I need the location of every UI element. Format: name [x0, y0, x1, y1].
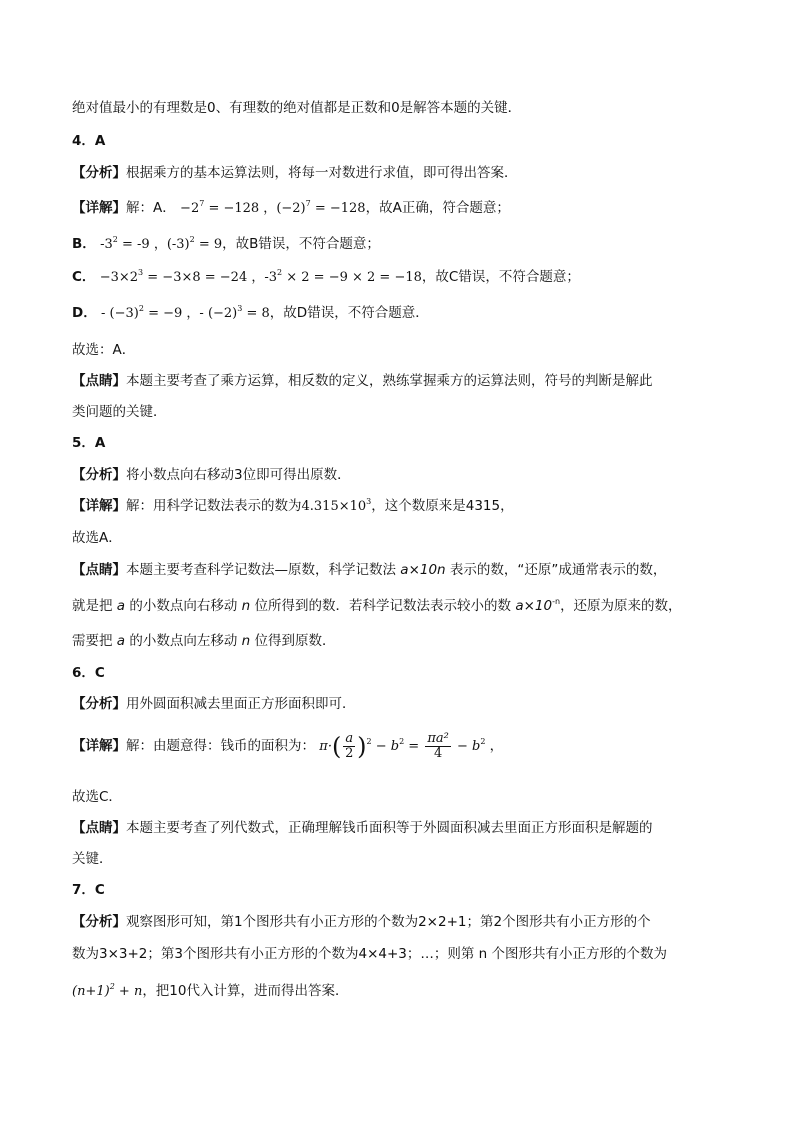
question-number-4	[72, 131, 105, 151]
sentence: 绝对值最小的有理数是0、有理数的绝对值都是正数和0是解答本题的关键．	[72, 100, 522, 116]
q4-comment-cont	[72, 402, 167, 422]
detail-tag: 【详解】	[72, 738, 126, 754]
math-expression: $-2^7 = -128$ ，$(-2)^7 = -128$	[180, 199, 366, 216]
q5-comment-cont: 需要把 a 的小数点向左移动 n 位得到原数．	[72, 633, 336, 649]
analysis-tag: 【分析】	[72, 467, 126, 483]
comment-tag: 【点睛】	[72, 562, 126, 578]
answer-label: 6．C	[72, 665, 105, 681]
answer-label: 5．A	[72, 435, 106, 451]
math-expression: $-3\times 2^3 = -3\times 8 = -24$ ，$-3^2 \times 2 = -9 \times 2 = -18$	[99, 268, 422, 285]
q4-detail-b	[72, 234, 380, 255]
q7-analysis-cont	[72, 981, 349, 1002]
q6-comment	[72, 818, 653, 838]
q7-analysis	[72, 912, 651, 932]
math-expression: $(n+1)^2 + n$	[72, 982, 143, 999]
choose-text: 故选C．	[72, 789, 122, 805]
q6-analysis	[72, 694, 356, 714]
comment-text: 类问题的关键．	[72, 404, 167, 420]
q6-choose	[72, 787, 122, 807]
q4-detail-c	[72, 267, 580, 288]
q5-analysis	[72, 465, 351, 485]
detail-text: ，故B错误，不符合题意；	[222, 236, 380, 252]
choose-text: 故选A．	[72, 530, 122, 546]
comment-text: 本题主要考查了乘方运算，相反数的定义，熟练掌握乘方的运算法则，符号的判断是解此	[126, 373, 653, 389]
detail-text: ，这个数原来是4315，	[371, 498, 514, 514]
q6-comment-cont	[72, 849, 113, 869]
math-expression: $-3^2 = -9$ ，$(-3)^2 = 9$	[100, 235, 223, 252]
detail-text: ，	[489, 738, 504, 754]
comment-text: 本题主要考查了列代数式，正确理解钱币面积等于外圆面积减去里面正方形面积是解题的	[126, 820, 653, 836]
answer-label: 7．C	[72, 882, 105, 898]
analysis-text: 根据乘方的基本运算法则，将每一对数进行求值，即可得出答案．	[126, 165, 518, 181]
option-label: D．	[72, 305, 97, 321]
comment-tag: 【点睛】	[72, 820, 126, 836]
analysis-tag: 【分析】	[72, 914, 126, 930]
q4-analysis	[72, 163, 518, 183]
detail-tag: 【详解】	[72, 498, 126, 514]
q5-comment-cont: 就是把 a 的小数点向右移动 n 位所得到的数．若科学记数法表示较小的数 $a\times 10^{-n}$，还原为原来的数，	[72, 597, 682, 614]
question-number-6	[72, 663, 105, 683]
analysis-text: 用外圆面积减去里面正方形面积即可．	[126, 696, 356, 712]
math-expression: $4.315\times 10^3$	[301, 497, 372, 514]
text-line	[72, 98, 521, 118]
answer-label: 4．A	[72, 133, 106, 149]
analysis-text: 数为3×3+2；第3个图形共有小正方形的个数为4×4+3；…；则第 n 个图形共有小正方形的个数为	[72, 946, 668, 962]
detail-text: ，故C错误，不符合题意；	[421, 269, 580, 285]
q4-comment	[72, 371, 653, 391]
detail-text: 解：A．	[126, 200, 176, 216]
option-label: B．	[72, 236, 96, 252]
q6-detail	[72, 728, 503, 765]
q7-analysis-cont	[72, 944, 667, 964]
math-expression: π·( $\frac{a}{2}$ )$^2 - b^2$ = $\frac{\text{πa²}}{4}$ − $b^2$	[319, 731, 486, 761]
detail-tag: 【详解】	[72, 200, 126, 216]
math-expression: - $(-3)^2 = -9$ ，- $(-2)^3 = 8$	[101, 304, 270, 321]
detail-text: ，故A正确，符合题意；	[365, 200, 510, 216]
q4-detail-d	[72, 303, 429, 324]
q5-comment: 【点睛】本题主要考查科学记数法—原数，科学记数法 a×10n 表示的数，“还原”成通常表示的数，	[72, 562, 667, 578]
detail-text: ，故D错误，不符合题意．	[269, 305, 429, 321]
detail-text: 解：由题意得：钱币的面积为：	[126, 738, 315, 754]
q5-choose	[72, 528, 122, 548]
comment-tag: 【点睛】	[72, 373, 126, 389]
q5-detail	[72, 496, 514, 517]
analysis-text: 将小数点向右移动3位即可得出原数．	[126, 467, 351, 483]
q4-detail-a	[72, 198, 510, 219]
detail-text: 解：用科学记数法表示的数为	[126, 498, 302, 514]
analysis-text: 观察图形可知，第1个图形共有小正方形的个数为2×2+1；第2个图形共有小正方形的个	[126, 914, 651, 930]
question-number-7	[72, 880, 105, 900]
analysis-text: ，把10代入计算，进而得出答案．	[142, 983, 349, 999]
q4-choose	[72, 340, 135, 360]
analysis-tag: 【分析】	[72, 696, 126, 712]
option-label: C．	[72, 269, 96, 285]
choose-text: 故选：A．	[72, 342, 136, 358]
question-number-5	[72, 433, 105, 453]
comment-text: 关键．	[72, 851, 113, 867]
analysis-tag: 【分析】	[72, 165, 126, 181]
